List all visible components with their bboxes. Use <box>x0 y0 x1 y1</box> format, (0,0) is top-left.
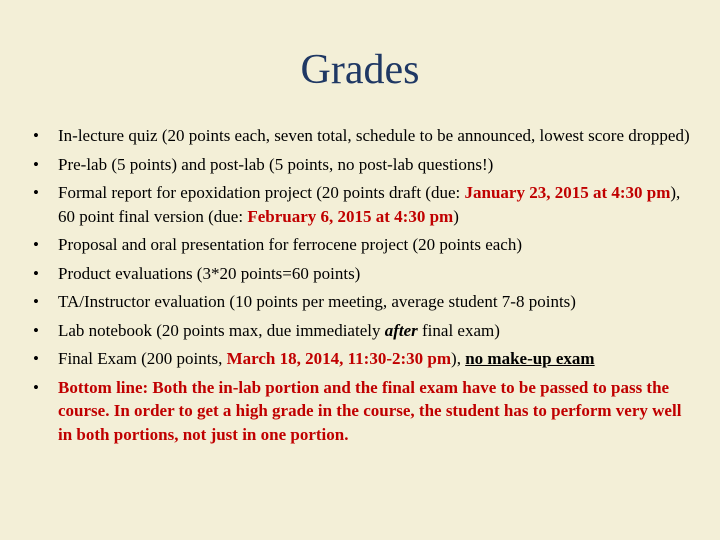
final-date: March 18, 2014, 11:30-2:30 pm <box>226 349 452 368</box>
bottom-line-text: Bottom line: Both the in-lab portion and the final exam have to be passed to pass the course. In order to get a high grade in the course, the student has to perform very well in both portions, not just in one portion. <box>58 377 682 444</box>
product-text: Product evaluations (3*20 points=60 points) <box>58 263 361 283</box>
bullet-final <box>30 347 690 371</box>
slide-title: Grades <box>300 47 420 93</box>
report-draft-due: January 23, 2015 at 4:30 pm <box>464 183 671 202</box>
bullet-icon: • <box>33 377 39 397</box>
report-final-due: February 6, 2015 at 4:30 pm <box>247 206 454 226</box>
bullet-prelab <box>30 153 690 177</box>
bullet-quiz <box>30 124 690 148</box>
ta-text: TA/Instructor evaluation (10 points per meeting, average student 7-8 points) <box>58 292 576 311</box>
bullet-icon: • <box>33 320 39 340</box>
bullet-icon: • <box>33 235 39 254</box>
bullet-icon: • <box>33 183 39 202</box>
bullet-notebook <box>30 319 690 343</box>
final-text-2: ), <box>451 349 466 368</box>
notebook-text-2: final exam) <box>417 320 500 340</box>
prelab-text: Pre-lab (5 points) and post-lab (5 points, no post-lab questions!) <box>58 154 494 174</box>
bullet-bottom-line <box>30 376 690 447</box>
bullet-icon: • <box>33 263 39 283</box>
report-text-3: ) <box>453 206 459 226</box>
bullet-icon: • <box>33 154 39 174</box>
bullet-ta <box>30 290 690 314</box>
bullet-icon: • <box>33 292 39 311</box>
report-text-2: ), 60 point final version (due: <box>58 183 681 226</box>
bullet-list <box>30 124 690 451</box>
bullet-icon: • <box>33 126 39 145</box>
bullet-product <box>30 262 690 286</box>
final-no-makeup: no make-up exam <box>465 349 595 368</box>
final-text: Final Exam (200 points, <box>58 349 227 368</box>
notebook-after: after <box>384 320 418 340</box>
proposal-text: Proposal and oral presentation for ferrocene project (20 points each) <box>58 235 523 254</box>
report-text: Formal report for epoxidation project (20 points draft (due: <box>58 183 465 202</box>
bullet-report <box>30 181 690 228</box>
notebook-text: Lab notebook (20 points max, due immediately <box>58 320 385 340</box>
quiz-text: In-lecture quiz (20 points each, seven total, schedule to be announced, lowest score dropped) <box>58 126 690 145</box>
bullet-proposal <box>30 233 690 257</box>
bullet-icon: • <box>33 349 39 368</box>
